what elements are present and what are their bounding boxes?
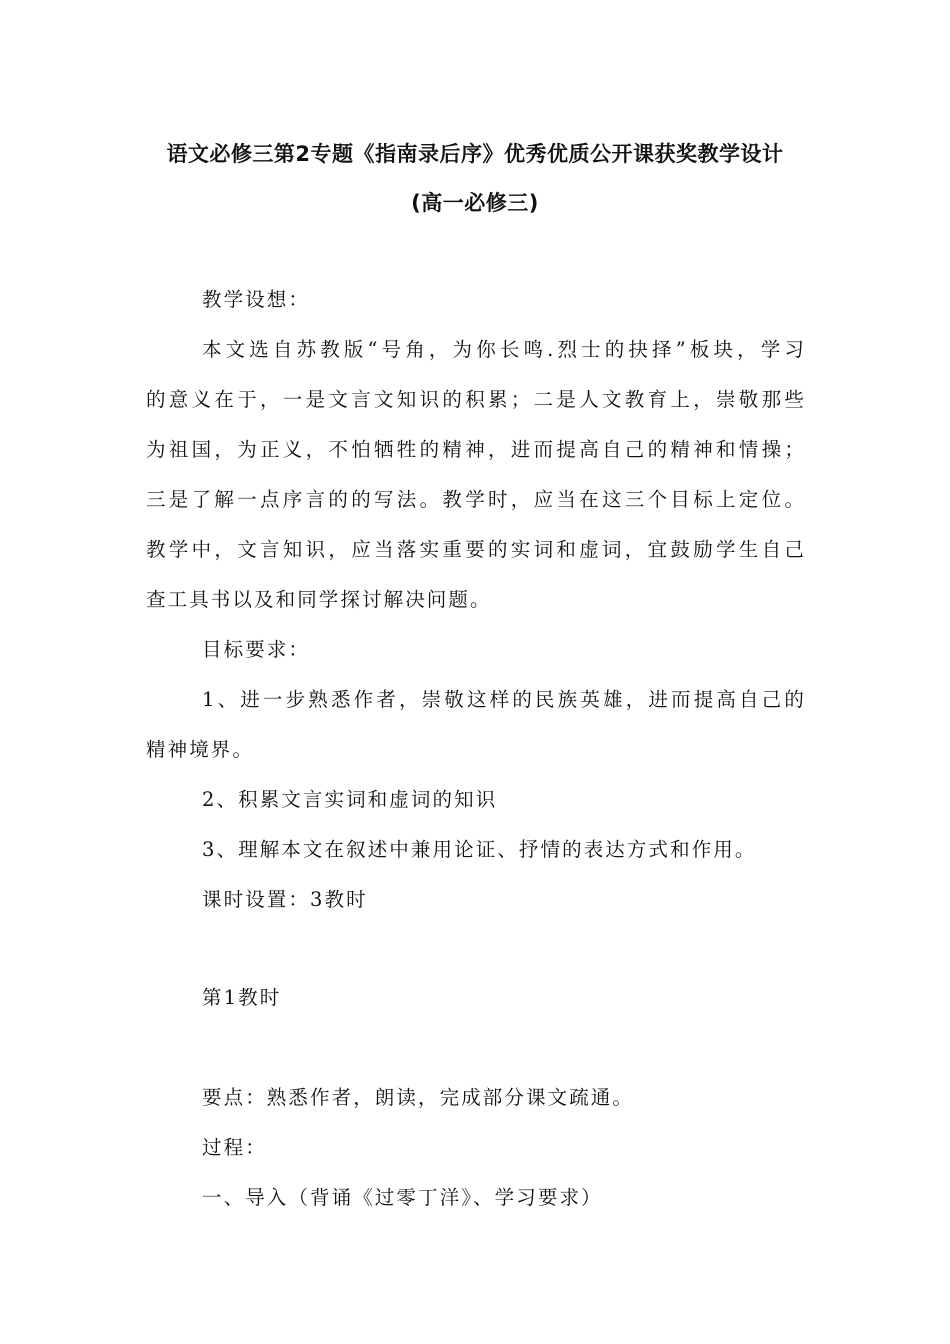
- document-title: 语文必修三第2专题《指南录后序》优秀优质公开课获奖教学设计: [166, 142, 784, 166]
- lesson-setting: 课时设置：3教时: [202, 888, 368, 911]
- teaching-idea-section: [146, 275, 806, 625]
- idea-paragraph-line: 查工具书以及和同学探讨解决问题。: [146, 588, 492, 611]
- goal-item-2: 2、积累文言实词和虚词的知识: [202, 788, 498, 811]
- idea-paragraph-line: 三是了解一点序言的的写法。教学时，应当在这三个目标上定位。: [146, 488, 806, 511]
- idea-paragraph-line: 本文选自苏教版“号角，为你长鸣.烈士的抉择”板块，学习: [202, 338, 806, 361]
- goal-item-3: 3、理解本文在叙述中兼用论证、抒情的表达方式和作用。: [202, 838, 757, 861]
- lesson1-section: [146, 973, 806, 1023]
- goals-section: [146, 625, 806, 925]
- idea-paragraph-line: 为祖国，为正义，不怕牺牲的精神，进而提高自己的精神和情操；: [146, 438, 806, 461]
- goals-heading: 目标要求：: [202, 638, 311, 661]
- process-step-1: 一、导入（背诵《过零丁洋》、学习要求）: [202, 1186, 603, 1209]
- lesson1-heading: 第1教时: [202, 986, 282, 1009]
- idea-paragraph-line: 教学中，文言知识，应当落实重要的实词和虚词，宜鼓励学生自己: [146, 538, 806, 561]
- lesson1-content: [146, 1073, 806, 1223]
- process-heading: 过程：: [202, 1136, 267, 1159]
- idea-heading: 教学设想：: [202, 288, 311, 311]
- idea-paragraph-line: 的意义在于，一是文言文知识的积累；二是人文教育上，崇敬那些: [146, 388, 806, 411]
- goal-item-1-continued: 精神境界。: [146, 738, 255, 761]
- goal-item-1: 1、进一步熟悉作者，崇敬这样的民族英雄，进而提高自己的: [202, 688, 806, 711]
- document-subtitle: (高一必修三): [411, 191, 539, 215]
- key-points: 要点：熟悉作者，朗读，完成部分课文疏通。: [202, 1086, 635, 1109]
